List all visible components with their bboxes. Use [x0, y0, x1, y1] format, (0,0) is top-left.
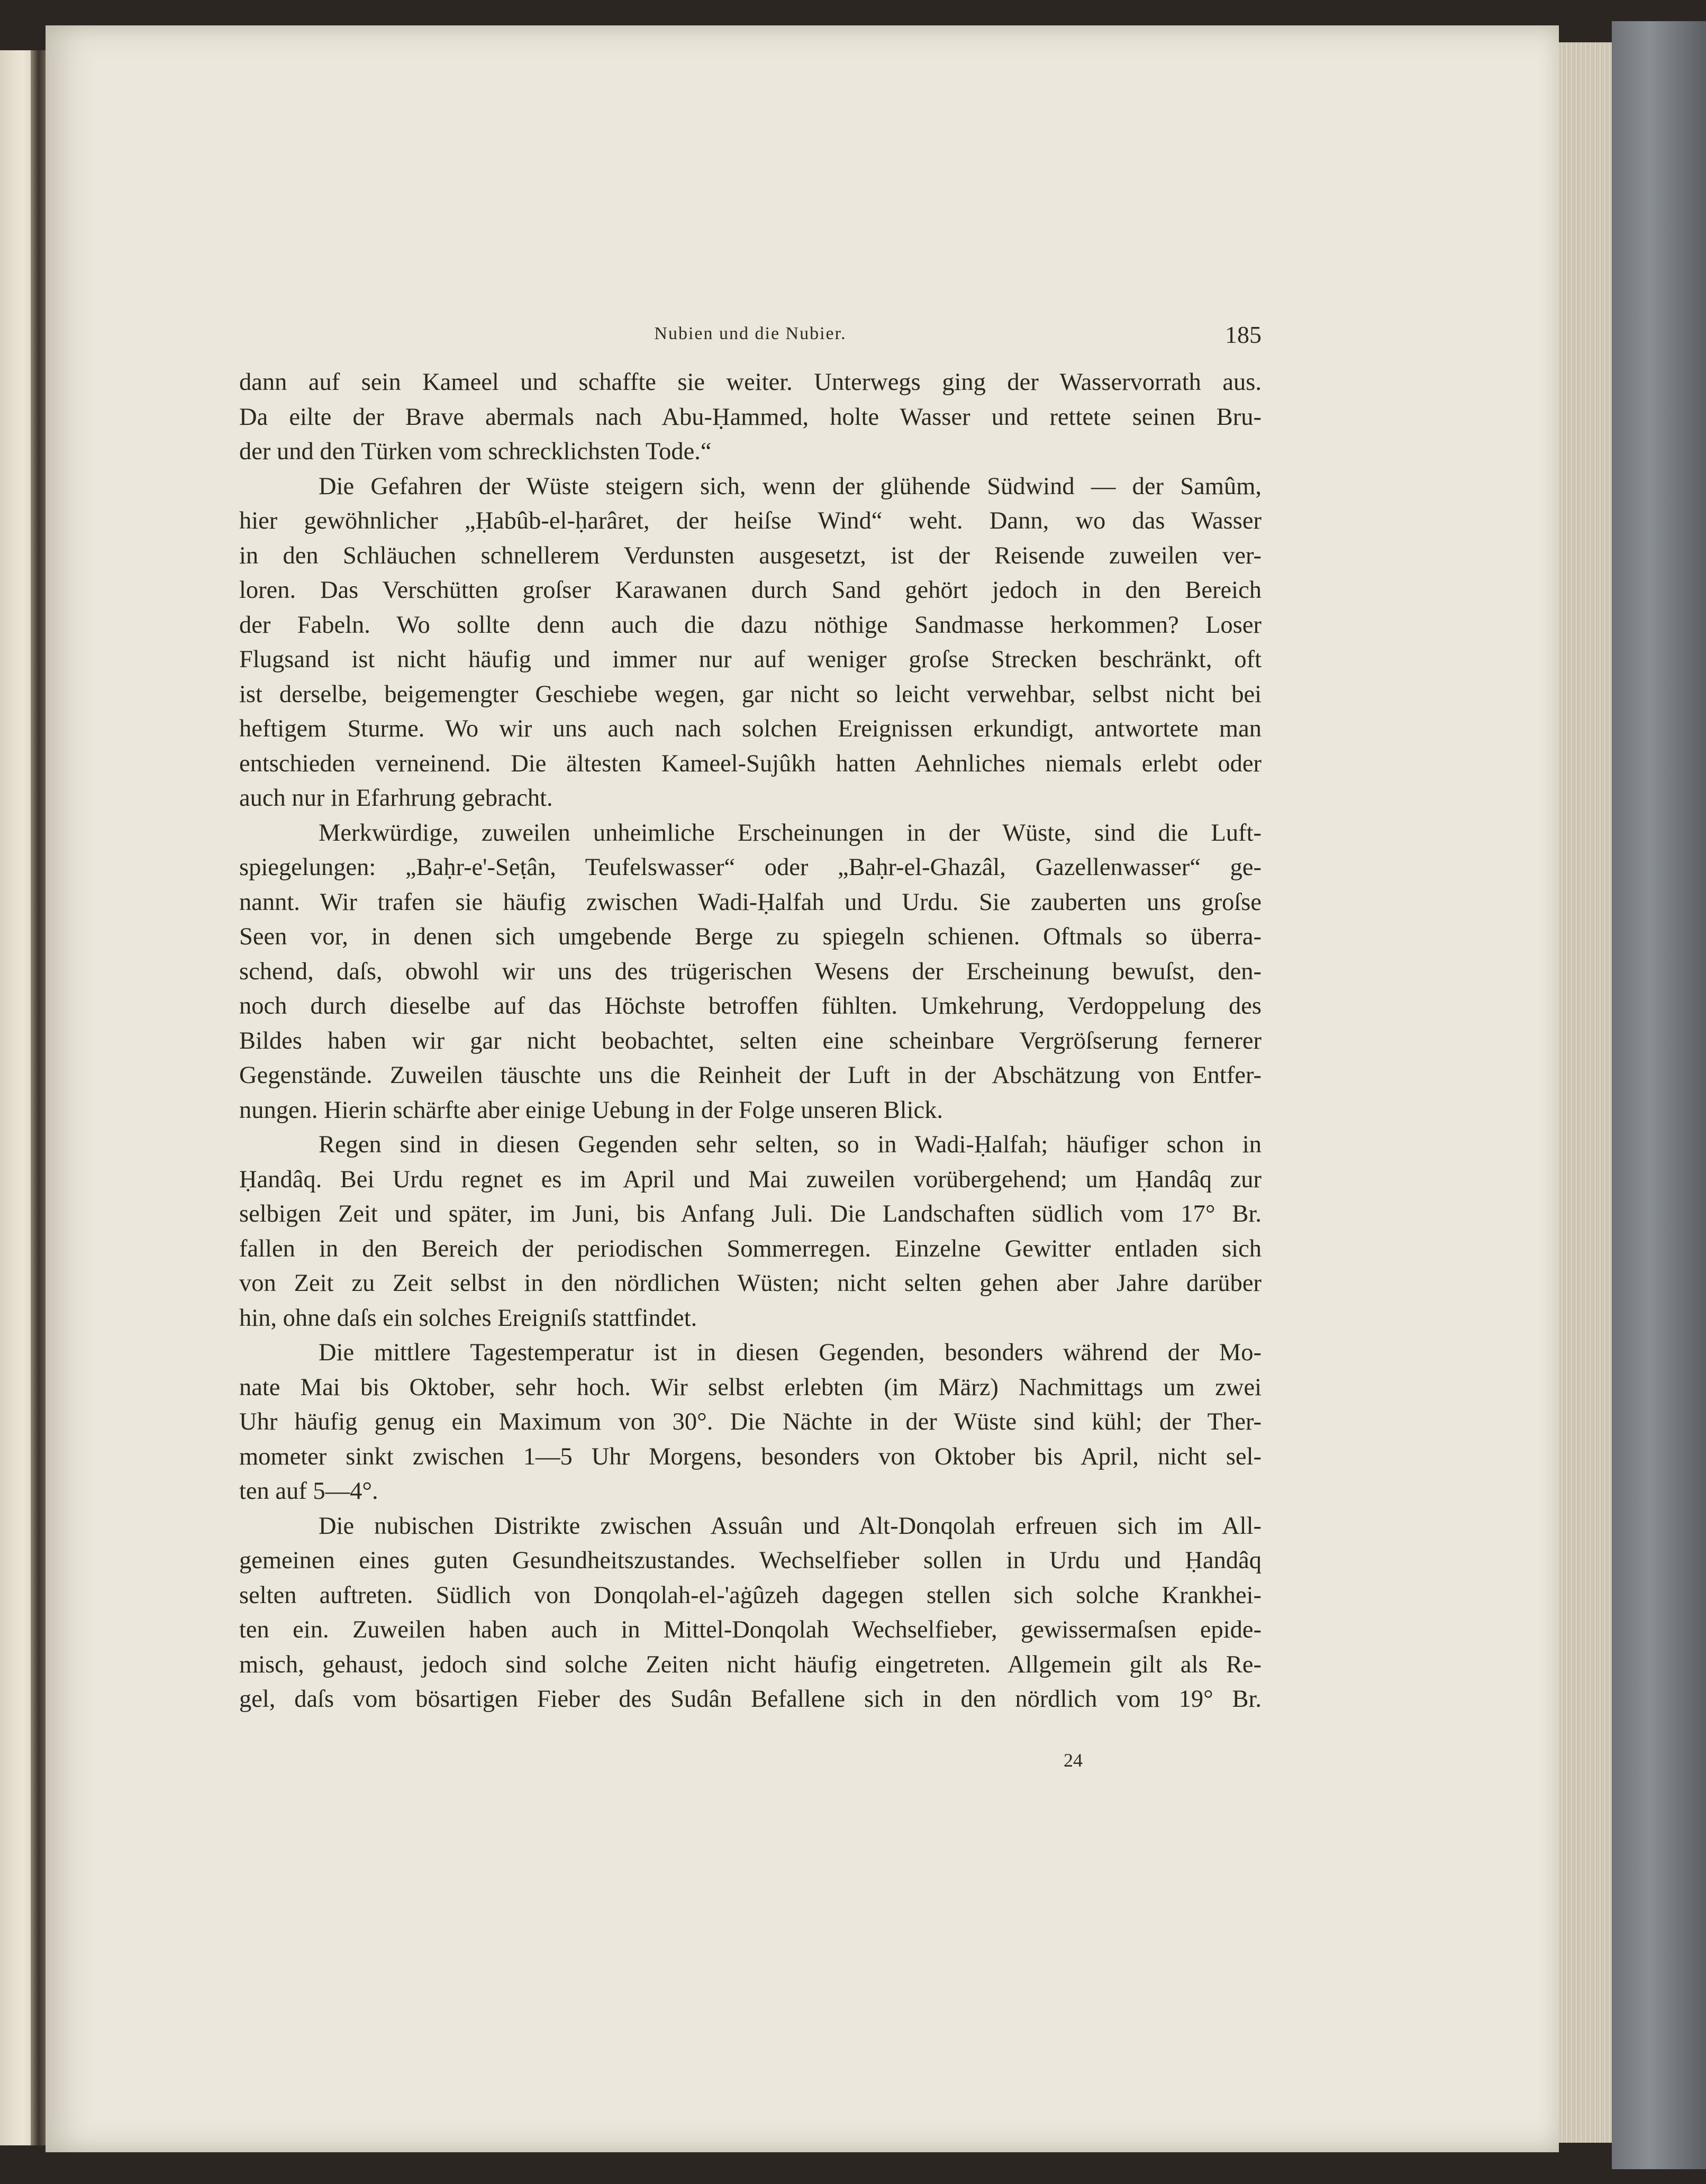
text-line: fallen in den Bereich der periodischen Sommerregen. Einzelne Gewitter entladen sich	[239, 1235, 1262, 1262]
text-line: gel, daſs vom bösartigen Fieber des Sudân Befallene sich in den nördlich vom 19° Br.	[239, 1686, 1262, 1713]
text-line: heftigem Sturme. Wo wir uns auch nach solchen Ereignissen erkundigt, antwortete man	[239, 715, 1262, 742]
text-line: noch durch dieselbe auf das Höchste betroffen fühlten. Umkehrung, Verdoppelung des	[239, 993, 1262, 1020]
text-line: Die Gefahren der Wüste steigern sich, wenn der glühende Südwind — der Samûm,	[319, 472, 1262, 500]
text-line: der Fabeln. Wo sollte denn auch die dazu nöthige Sandmasse herkommen? Loser	[239, 611, 1262, 639]
page-number: 185	[1225, 321, 1262, 348]
text-line: selbigen Zeit und später, im Juni, bis Anfang Juli. Die Landschaften südlich vom 17° Br.	[239, 1200, 1262, 1227]
page-header	[239, 321, 1262, 356]
text-line: hin, ohne daſs ein solches Ereigniſs stattfindet.	[239, 1304, 697, 1332]
text-line: gemeinen eines guten Gesundheitszustandes. Wechselfieber sollen in Urdu und Ḥandâq	[239, 1547, 1262, 1574]
text-line: selten auftreten. Südlich von Donqolah-el-'aġûzeh dagegen stellen sich solche Krankhei-	[239, 1581, 1262, 1609]
text-line: mometer sinkt zwischen 1—5 Uhr Morgens, besonders von Oktober bis April, nicht sel-	[239, 1443, 1262, 1470]
text-line: nannt. Wir trafen sie häufig zwischen Wadi-Ḥalfah und Urdu. Sie zauberten uns groſse	[239, 888, 1262, 916]
text-line: von Zeit zu Zeit selbst in den nördlichen Wüsten; nicht selten gehen aber Jahre darüber	[239, 1270, 1262, 1297]
text-line: Merkwürdige, zuweilen unheimliche Erscheinungen in der Wüste, sind die Luft-	[319, 819, 1262, 847]
text-line: schend, daſs, obwohl wir uns des trügerischen Wesens der Erscheinung bewuſst, den-	[239, 958, 1262, 985]
text-line: Gegenstände. Zuweilen täuschte uns die Reinheit der Luft in der Abschätzung von Entfer-	[239, 1062, 1262, 1089]
text-line: Regen sind in diesen Gegenden sehr selten, so in Wadi-Ḥalfah; häufiger schon in	[319, 1131, 1262, 1158]
text-line: entschieden verneinend. Die ältesten Kameel-Sujûkh hatten Aehnliches niemals erlebt oder	[239, 750, 1262, 777]
book-cover-edge	[1612, 21, 1706, 2169]
running-title: Nubien und die Nubier.	[654, 324, 847, 343]
signature-mark: 24	[1064, 1750, 1083, 1771]
text-line: misch, gehaust, jedoch sind solche Zeiten nicht häufig eingetreten. Allgemein gilt als Re-	[239, 1651, 1262, 1678]
text-line: auch nur in Efarhrung gebracht.	[239, 785, 553, 812]
body-text	[239, 365, 1262, 1717]
text-line: ten auf 5—4°.	[239, 1478, 378, 1505]
text-line: Da eilte der Brave abermals nach Abu-Ḥammed, holte Wasser und rettete seinen Bru-	[239, 403, 1262, 431]
text-line: Die nubischen Distrikte zwischen Assuân und Alt-Donqolah erfreuen sich im All-	[319, 1512, 1262, 1540]
text-line: Seen vor, in denen sich umgebende Berge zu spiegeln schienen. Oftmals so überra-	[239, 923, 1262, 950]
text-line: nate Mai bis Oktober, sehr hoch. Wir selbst erlebten (im März) Nachmittags um zwei	[239, 1373, 1262, 1401]
text-line: dann auf sein Kameel und schaffte sie weiter. Unterwegs ging der Wasservorrath aus.	[239, 369, 1262, 396]
text-line: in den Schläuchen schnellerem Verdunsten ausgesetzt, ist der Reisende zuweilen ver-	[239, 542, 1262, 569]
page-stack-edges	[1559, 42, 1612, 2143]
text-line: der und den Türken vom schrecklichsten Tode.“	[239, 438, 712, 465]
book-gutter	[31, 50, 47, 2145]
text-line: hier gewöhnlicher „Ḥabûb-el-ḥarâret, der heiſse Wind“ weht. Dann, wo das Wasser	[239, 507, 1262, 534]
text-line: nungen. Hierin schärfte aber einige Uebung in der Folge unseren Blick.	[239, 1096, 943, 1124]
text-line: loren. Das Verschütten groſser Karawanen durch Sand gehört jedoch in den Bereich	[239, 577, 1262, 604]
text-line: ist derselbe, beigemengter Geschiebe wegen, gar nicht so leicht verwehbar, selbst nicht bei	[239, 680, 1262, 708]
text-line: spiegelungen: „Baḥr-e'-Seṭân, Teufelswasser“ oder „Baḥr-el-Ghazâl, Gazellenwasser“ ge-	[239, 854, 1262, 881]
text-line: Bildes haben wir gar nicht beobachtet, selten eine scheinbare Vergröſserung fernerer	[239, 1027, 1262, 1054]
text-line: Flugsand ist nicht häufig und immer nur auf weniger groſse Strecken beschränkt, oft	[239, 646, 1262, 673]
text-line: ten ein. Zuweilen haben auch in Mittel-Donqolah Wechselfieber, gewissermaſsen epide-	[239, 1616, 1262, 1643]
text-line: Uhr häufig genug ein Maximum von 30°. Die Nächte in der Wüste sind kühl; der Ther-	[239, 1408, 1262, 1435]
text-line: Ḥandâq. Bei Urdu regnet es im April und Mai zuweilen vorübergehend; um Ḥandâq zur	[239, 1166, 1262, 1193]
text-line: Die mittlere Tagestemperatur ist in diesen Gegenden, besonders während der Mo-	[319, 1339, 1262, 1366]
